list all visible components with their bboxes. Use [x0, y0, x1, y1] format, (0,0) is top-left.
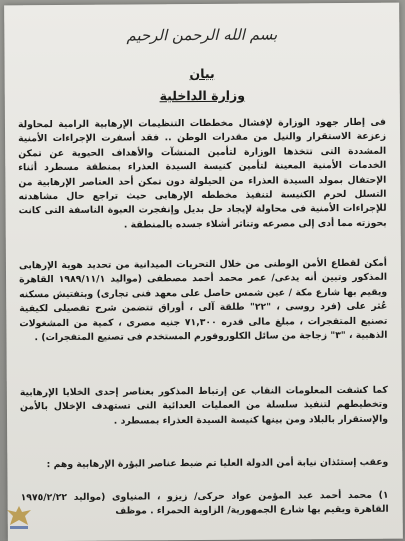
paragraph-1: فى إطار جهود الوزارة لإفشال مخططات التنظيمات الإرهابية الرامية لمحاولة زعزعة الاستقرار والنيل من مقدرات الوطن .. فقد أسفرت الإجراءات الأمنية المشددة التى تتخذها الوزارة لتأمين المنشآت والأهداف الحيوية عن تمكن الخدمات الأمنية المعينة لتأمين كنيسة السيدة العذراء بمنطقة مسطرد أثناء الإحتفال بمولد السيدة العذراء من الحيلولة دون تمكن أحد العناصر الإرهابية من التسلل لحرم الكنيسة لتنفيذ مخططه الإرهابى حيث تراجع حال مشاهدته للإجراءات الأمنية فى محاولة لإيجاد حل بديل وإنفجرت العبوة الناسفة التى كانت بحوزته مما أدى إلى مصرعه وتناثر أشلاء جسده بالمنطقة .: [17, 116, 387, 231]
paragraph-3: كما كشفت المعلومات النقاب عن إرتباط المذكور بعناصر إحدى الخلايا الإرهابية وتخطيطهم لتنفيذ سلسلة من العمليات العدائية التى تستهدف الإخلال بالأمن والإستقرار بالبلاد ومن بينها كنيسة السيدة العذراء بمسطرد .: [19, 384, 389, 427]
document-title: بيان: [189, 65, 215, 82]
paragraph-4: وعقب إستئذان نيابة أمن الدولة العليا تم ضبط عناصر البؤرة الإرهابية وهم :: [46, 456, 389, 471]
document-subtitle: وزارة الداخلية: [159, 87, 246, 104]
paragraph-2: أمكن لقطاع الأمن الوطنى من خلال التحريات الميدانية من تحديد هوية الإرهابى المذكور وتبين أنه يدعى/ عمر محمد أحمد مصطفى (مواليد ١٩٨٩/١١/١ القاهرة ويقيم بها شارع مكة / عين شمس حاصل على معهد فنى تجارى) وبتفتيش مسكنه عُثر على (فرد روسى ، "٢٢" طلقة آلى ، أوراق تتضمن شرح تفصيلى لكيفية تصنيع المتفجرات ، مبلغ مالى قدره ٧١,٣٠٠ جنيه مصرى ، كمية من المشغولات الذهبية ، "٣" زجاجة من سائل الكلوروفورم المستخدم فى تصنيع المتفجرات) .: [18, 257, 388, 344]
document-page: [4, 3, 403, 541]
document-body: [4, 3, 399, 518]
basmala-calligraphy: بسم الله الرحمن الرحيم: [126, 25, 278, 45]
paragraph-5: ١) محمد أحمد عبد المؤمن عواد حركى/ زيزو ، المنياوى (مواليد ١٩٧٥/٢/٢٢ القاهرة ويقيم بها شارع الجمهورية/ الزاوية الحمراء . موظف: [20, 489, 389, 518]
eagle-emblem-icon: [4, 503, 34, 531]
